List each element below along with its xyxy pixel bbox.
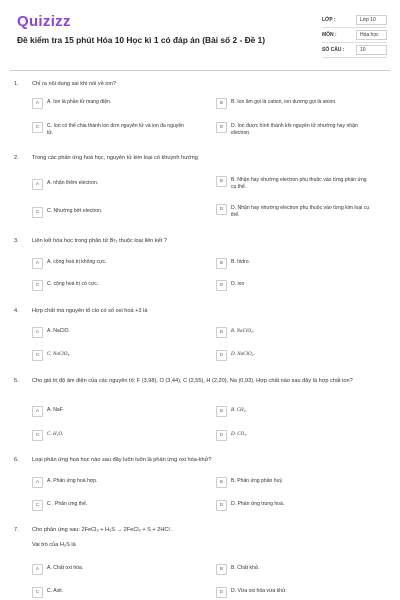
option-text: C. H₂O. — [47, 431, 64, 437]
option-text: A. cộng hoá trị không cực. — [47, 259, 107, 265]
question-text: Cho phản ứng sau: 2FeCl₃ + H₂S → 2FeCl₂ + S + 2HCl . — [32, 527, 173, 533]
option-letter: C — [32, 207, 43, 218]
option-text: A. Phản ứng hoá hợp. — [47, 478, 98, 484]
option-text: B. Nhận hay nhường electron phụ thuộc vào từng phản ứng cụ thể. — [231, 177, 367, 190]
option-c[interactable] — [32, 350, 187, 361]
meta-key: MÔN : — [322, 32, 337, 38]
option-letter: A — [32, 477, 43, 488]
option-text: D. Vừa oxi hóa vừa khử. — [231, 588, 287, 594]
page-title: Đề kiểm tra 15 phút Hóa 10 Học kì 1 có đáp án (Bài số 2 - Đề 1) — [17, 35, 266, 45]
option-letter: B — [216, 98, 227, 109]
question-number: 1. — [14, 81, 19, 87]
option-letter: A — [32, 406, 43, 417]
option-letter: D — [216, 430, 227, 441]
option-letter: D — [216, 280, 227, 291]
option-b[interactable] — [216, 258, 371, 269]
option-text: A. Ion là phần tử mang điện. — [47, 99, 112, 105]
option-text: D. Nhận hay nhường electron phụ thuộc vào từng kim loại cụ thể. — [231, 205, 370, 218]
option-text: D. Ion được hình thành khi nguyên tử nhường hay nhận electron. — [231, 123, 358, 136]
question-text: Chỉ ra nội dung sai khi nói về ion? — [32, 81, 116, 87]
question-2 — [14, 154, 388, 163]
option-text: D. CO₂. — [231, 431, 248, 437]
meta-row-count — [322, 43, 387, 58]
option-letter: D — [216, 500, 227, 511]
option-letter: B — [216, 477, 227, 488]
option-a[interactable] — [32, 406, 187, 417]
option-a[interactable] — [32, 327, 187, 338]
quizizz-logo: Quizizz — [17, 13, 71, 30]
question-4 — [14, 307, 388, 316]
option-text: B. NaClO₂. — [231, 328, 255, 334]
meta-value: Hóa học — [356, 30, 387, 40]
option-letter: A — [32, 98, 43, 109]
question-7 — [14, 526, 388, 550]
option-text: D. ion — [231, 281, 245, 287]
option-letter: C — [32, 430, 43, 441]
option-b[interactable] — [216, 564, 371, 575]
option-c[interactable] — [32, 207, 187, 218]
option-text: D. NaClO₄. — [231, 351, 255, 357]
option-letter: D — [216, 350, 227, 361]
question-text: Loại phản ứng hoá học nào sau đây luôn luôn là phản ứng oxi hóa-khử? — [32, 457, 212, 463]
question-text: Trong các phản ứng hoá học, nguyên tử kim loại có khuynh hướng — [32, 155, 198, 161]
option-text: B. CH₄. — [231, 407, 247, 413]
meta-key: LỚP : — [322, 17, 336, 23]
option-text: C . Phản ứng thế. — [47, 501, 88, 507]
meta-panel — [322, 13, 387, 58]
option-letter: C — [32, 122, 43, 133]
question-text: Liên kết hóa học trong phân tử Br₂ thuộc loại liên kết ? — [32, 238, 167, 244]
option-text: D. Phản ứng trung hoà. — [231, 501, 285, 507]
option-a[interactable] — [32, 179, 187, 190]
option-b[interactable] — [216, 477, 371, 488]
option-letter: C — [32, 350, 43, 361]
option-c[interactable] — [32, 500, 187, 511]
meta-value: 10 — [356, 45, 387, 55]
meta-value: Lớp 10 — [356, 15, 387, 25]
option-text: C. cộng hoá trị có cực. — [47, 281, 99, 287]
option-letter: B — [216, 176, 227, 187]
option-b[interactable] — [216, 406, 371, 417]
option-d[interactable] — [216, 350, 371, 361]
option-d[interactable] — [216, 280, 371, 291]
option-text: C. Ion có thể chia thành ion đơn nguyên tử và ion đa nguyên tử. — [47, 123, 185, 136]
option-a[interactable] — [32, 564, 187, 575]
question-number: 4. — [14, 308, 19, 314]
option-letter: D — [216, 122, 227, 133]
option-text: B. Chất khử. — [231, 565, 260, 571]
option-letter: A — [32, 179, 43, 190]
question-text: Hợp chất mà nguyên tố clo có số oxi hoá +3 là — [32, 308, 148, 314]
question-number: 5. — [14, 378, 19, 384]
option-letter: B — [216, 564, 227, 575]
option-letter: C — [32, 587, 43, 598]
option-text: C. NaClO₃. — [47, 351, 71, 357]
option-d[interactable] — [216, 500, 371, 511]
option-text: A. NaClO. — [47, 328, 70, 334]
question-subtext: Vai trò của H₂S là — [32, 542, 76, 548]
option-letter: A — [32, 327, 43, 338]
question-number: 3. — [14, 238, 19, 244]
option-letter: B — [216, 327, 227, 338]
question-1 — [14, 80, 388, 89]
option-a[interactable] — [32, 98, 187, 109]
option-d[interactable] — [216, 430, 371, 441]
option-text: C. Nhường bớt electron. — [47, 208, 103, 214]
header-divider — [10, 70, 390, 71]
option-c[interactable] — [32, 122, 187, 137]
option-a[interactable] — [32, 477, 187, 488]
option-letter: A — [32, 564, 43, 575]
question-3 — [14, 237, 388, 246]
question-6 — [14, 456, 388, 465]
option-text: A. NaF. — [47, 407, 64, 413]
question-number: 2. — [14, 155, 19, 161]
option-d[interactable] — [216, 122, 371, 137]
option-letter: D — [216, 587, 227, 598]
option-b[interactable] — [216, 327, 371, 338]
option-c[interactable] — [32, 430, 187, 441]
option-letter: C — [32, 280, 43, 291]
option-a[interactable] — [32, 258, 187, 269]
option-c[interactable] — [32, 280, 187, 291]
question-number: 7. — [14, 527, 19, 533]
meta-row-subject — [322, 28, 387, 43]
option-text: B. hidro. — [231, 259, 250, 265]
option-letter: B — [216, 406, 227, 417]
option-text: C. Axit. — [47, 588, 64, 594]
option-text: B. Phản ứng phân huỷ. — [231, 478, 284, 484]
option-d[interactable] — [216, 587, 371, 598]
question-text: Cho giá trị độ âm điện của các nguyên tố: F (3,98), O (3,44), C (2,55), H (2,20), Na (0,93). Hợp chất nào sau đây là hợp chất ion? — [32, 378, 353, 384]
option-d[interactable] — [216, 204, 371, 219]
question-number: 6. — [14, 457, 19, 463]
option-letter: D — [216, 204, 227, 215]
option-letter: B — [216, 258, 227, 269]
option-b[interactable] — [216, 176, 371, 191]
option-text: A. Chất oxi hóa. — [47, 565, 84, 571]
question-5 — [14, 377, 388, 386]
option-letter: C — [32, 500, 43, 511]
option-text: B. Ion âm gọi là cation, ion dương gọi là anion. — [231, 99, 337, 105]
option-letter: A — [32, 258, 43, 269]
meta-key: SỐ CÂU : — [322, 47, 345, 53]
option-text: A. nhận thêm electron. — [47, 180, 99, 186]
option-b[interactable] — [216, 98, 371, 109]
option-c[interactable] — [32, 587, 187, 598]
meta-row-class — [322, 13, 387, 28]
